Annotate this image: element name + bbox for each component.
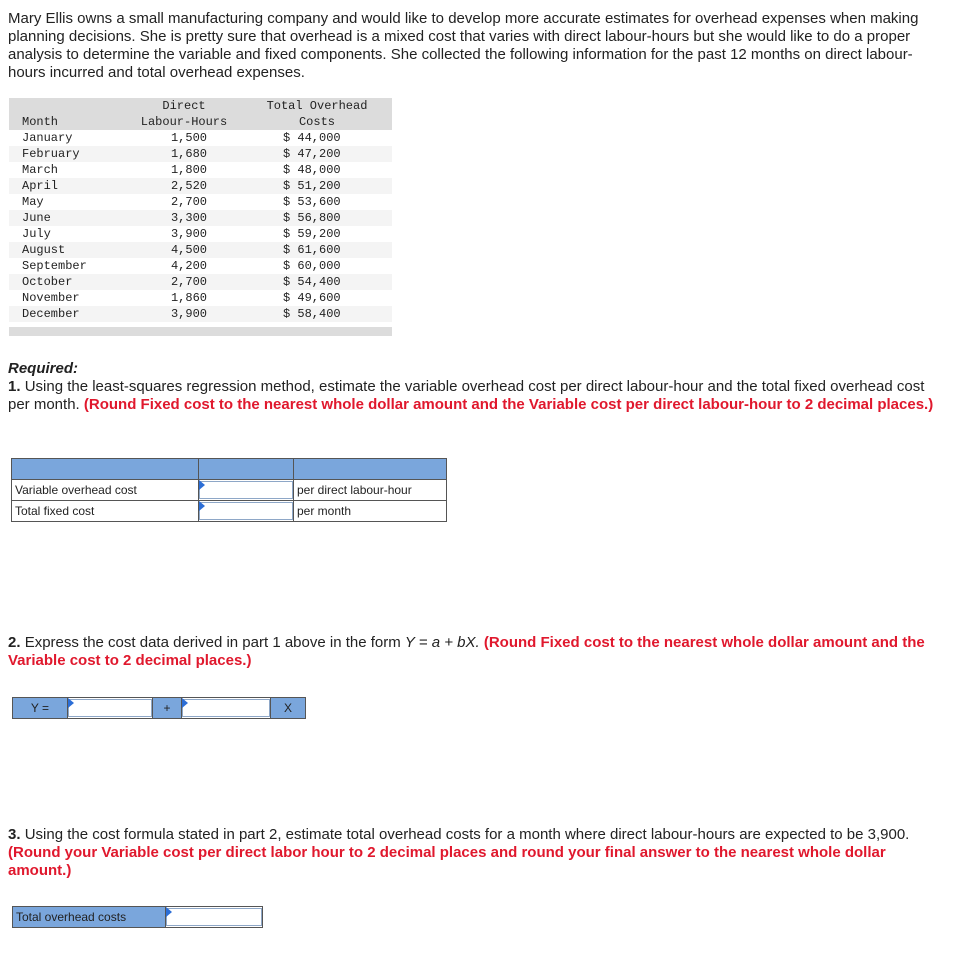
hours-cell: 2,700 (170, 275, 207, 289)
q2-number: 2. (8, 634, 21, 651)
month-cell: May (22, 195, 44, 209)
table-row (9, 226, 392, 242)
month-cell: January (22, 131, 73, 145)
input-flag-icon (199, 480, 205, 490)
question-3 (8, 826, 948, 880)
header-month: Month (22, 115, 59, 129)
q1-number: 1. (8, 378, 21, 395)
table-row (9, 306, 392, 322)
variable-overhead-label: Variable overhead cost (12, 480, 199, 501)
table-footer-bar (9, 327, 392, 336)
hours-cell: 3,900 (170, 307, 207, 321)
cost-cell: $ 56,800 (283, 211, 341, 225)
table-header (9, 98, 392, 130)
month-cell: June (22, 211, 51, 225)
cost-cell: $ 47,200 (283, 147, 341, 161)
month-cell: April (22, 179, 59, 193)
q1-header-row (12, 459, 447, 480)
x-variable-label: X (271, 698, 306, 719)
hours-cell: 2,700 (170, 195, 207, 209)
table-row (9, 178, 392, 194)
cost-cell: $ 44,000 (283, 131, 341, 145)
table-row (9, 210, 392, 226)
hours-cell: 1,860 (170, 291, 207, 305)
cost-cell: $ 53,600 (283, 195, 341, 209)
q3-answer-table (12, 906, 263, 928)
intro-paragraph: Mary Ellis owns a small manufacturing company and would like to develop more accurate estimates for overhead expenses when making planning decisions. She is pretty sure that overhead is a mixed cost that varies with direct labour-hours but she would like to do a proper analysis to determine the variable and fixed components. She collected the following information for the past 12 months on direct labour-hours incurred and total overhead expenses. (8, 10, 919, 81)
hours-cell: 4,500 (170, 243, 207, 257)
month-cell: August (22, 243, 66, 257)
q1-text: Using the least-squares regression method, estimate the variable overhead cost per direct labour-hour and the total fixed overhead cost per month. (8, 378, 925, 413)
q2-formula-table (12, 697, 306, 719)
hours-cell: 3,300 (170, 211, 207, 225)
variable-overhead-input[interactable] (199, 481, 293, 499)
month-cell: July (22, 227, 51, 241)
fixed-cost-label: Total fixed cost (12, 501, 199, 522)
month-cell: February (22, 147, 80, 161)
q1-row-variable (12, 480, 447, 501)
input-flag-icon (199, 501, 205, 511)
required-heading: Required: (8, 360, 79, 377)
cost-cell: $ 49,600 (283, 291, 341, 305)
cost-cell: $ 59,200 (283, 227, 341, 241)
hours-cell: 3,900 (170, 227, 207, 241)
table-row (9, 290, 392, 306)
variable-overhead-unit: per direct labour-hour (294, 480, 447, 501)
cost-cell: $ 58,400 (283, 307, 341, 321)
table-row (9, 130, 392, 146)
question-1 (8, 378, 948, 414)
table-row (9, 194, 392, 210)
month-cell: December (22, 307, 80, 321)
total-overhead-input[interactable] (166, 908, 262, 926)
header-hours-line1: Direct (162, 99, 206, 113)
header-cost-line2: Costs (298, 115, 335, 129)
hours-cell: 1,800 (170, 163, 207, 177)
q1-answer-table (11, 458, 447, 522)
month-cell: October (22, 275, 73, 289)
table-row (9, 146, 392, 162)
total-overhead-label: Total overhead costs (13, 907, 166, 928)
y-equals-label: Y = (13, 698, 68, 719)
q2-formula: Y = a + bX. (404, 634, 480, 651)
plus-sign: + (153, 698, 182, 719)
fixed-cost-unit: per month (294, 501, 447, 522)
cost-cell: $ 51,200 (283, 179, 341, 193)
cost-cell: $ 61,600 (283, 243, 341, 257)
table-row (9, 242, 392, 258)
input-flag-icon (182, 698, 188, 708)
hours-cell: 2,520 (170, 179, 207, 193)
cost-cell: $ 60,000 (283, 259, 341, 273)
input-flag-icon (68, 698, 74, 708)
question-2 (8, 634, 948, 670)
hours-cell: 1,680 (170, 147, 207, 161)
month-cell: March (22, 163, 59, 177)
month-cell: November (22, 291, 80, 305)
month-cell: September (22, 259, 87, 273)
hours-cell: 1,500 (170, 131, 207, 145)
variable-cost-b-input[interactable] (182, 699, 270, 717)
table-row (9, 258, 392, 274)
hours-cell: 4,200 (170, 259, 207, 273)
fixed-cost-input[interactable] (199, 502, 293, 520)
cost-cell: $ 48,000 (283, 163, 341, 177)
q3-text: Using the cost formula stated in part 2, estimate total overhead costs for a month where direct labour-hours are expected to be 3,900. (24, 826, 910, 843)
fixed-cost-a-input[interactable] (68, 699, 152, 717)
overhead-data-table (9, 98, 392, 336)
input-flag-icon (166, 907, 172, 917)
q1-instruction: (Round Fixed cost to the nearest whole dollar amount and the Variable cost per direct labour-hour to 2 decimal places.) (83, 396, 934, 413)
q3-number: 3. (8, 826, 21, 843)
header-hours-line2: Labour-Hours (140, 115, 228, 129)
q2-text: Express the cost data derived in part 1 above in the form (24, 634, 405, 651)
table-row (9, 162, 392, 178)
cost-cell: $ 54,400 (283, 275, 341, 289)
q1-row-fixed (12, 501, 447, 522)
table-row (9, 274, 392, 290)
q2-instruction: (Round Fixed cost to the nearest whole dollar amount and the Variable cost to 2 decimal places.) (8, 634, 925, 669)
q3-instruction: (Round your Variable cost per direct labor hour to 2 decimal places and round your final answer to the nearest whole dollar amount.) (8, 844, 886, 879)
header-cost-line1: Total Overhead (266, 99, 368, 113)
